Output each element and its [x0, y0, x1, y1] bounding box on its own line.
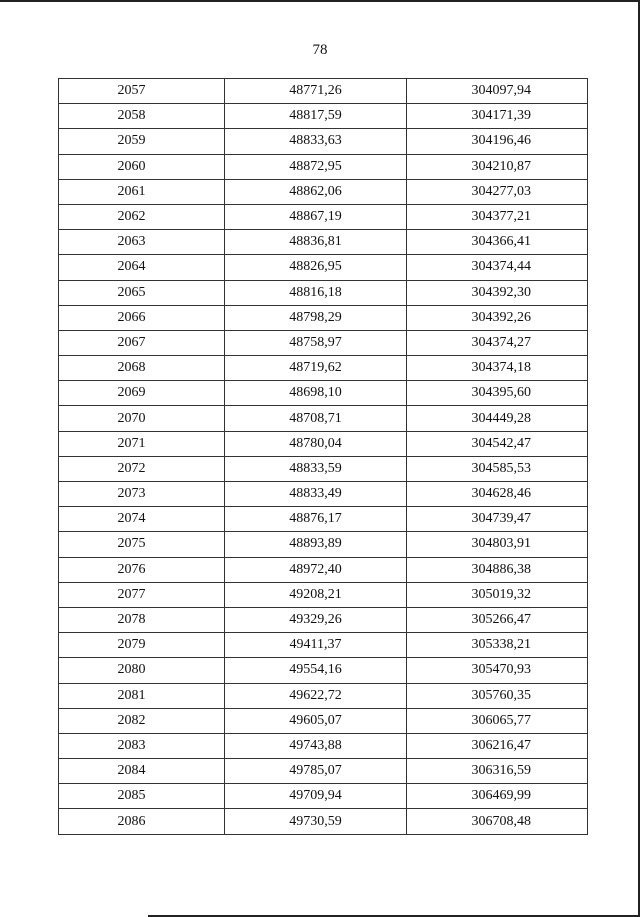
y-coordinate-cell: 304097,94	[407, 79, 588, 104]
y-coordinate-cell: 304585,53	[407, 456, 588, 481]
point-number-cell: 2067	[59, 330, 225, 355]
y-coordinate-cell: 306316,59	[407, 759, 588, 784]
point-number-cell: 2073	[59, 482, 225, 507]
point-number-cell: 2076	[59, 557, 225, 582]
table-row	[59, 733, 588, 758]
y-coordinate-cell: 304374,27	[407, 330, 588, 355]
x-coordinate-cell: 48780,04	[225, 431, 407, 456]
x-coordinate-cell: 49605,07	[225, 708, 407, 733]
table-row	[59, 658, 588, 683]
x-coordinate-cell: 49709,94	[225, 784, 407, 809]
table-row	[59, 708, 588, 733]
table-row	[59, 456, 588, 481]
y-coordinate-cell: 304196,46	[407, 129, 588, 154]
y-coordinate-cell: 304374,18	[407, 356, 588, 381]
table-row	[59, 330, 588, 355]
x-coordinate-cell: 49411,37	[225, 633, 407, 658]
x-coordinate-cell: 48872,95	[225, 154, 407, 179]
x-coordinate-cell: 49329,26	[225, 607, 407, 632]
x-coordinate-cell: 49785,07	[225, 759, 407, 784]
x-coordinate-cell: 48972,40	[225, 557, 407, 582]
table-row	[59, 759, 588, 784]
point-number-cell: 2083	[59, 733, 225, 758]
x-coordinate-cell: 48876,17	[225, 507, 407, 532]
y-coordinate-cell: 305470,93	[407, 658, 588, 683]
coordinates-table-body	[59, 79, 588, 835]
y-coordinate-cell: 304210,87	[407, 154, 588, 179]
x-coordinate-cell: 49554,16	[225, 658, 407, 683]
table-row	[59, 431, 588, 456]
table-row	[59, 557, 588, 582]
point-number-cell: 2063	[59, 230, 225, 255]
x-coordinate-cell: 48817,59	[225, 104, 407, 129]
y-coordinate-cell: 305338,21	[407, 633, 588, 658]
point-number-cell: 2058	[59, 104, 225, 129]
y-coordinate-cell: 304171,39	[407, 104, 588, 129]
coordinates-table	[58, 78, 588, 835]
point-number-cell: 2064	[59, 255, 225, 280]
y-coordinate-cell: 304374,44	[407, 255, 588, 280]
y-coordinate-cell: 305266,47	[407, 607, 588, 632]
table-row	[59, 809, 588, 834]
x-coordinate-cell: 48826,95	[225, 255, 407, 280]
x-coordinate-cell: 48719,62	[225, 356, 407, 381]
point-number-cell: 2080	[59, 658, 225, 683]
table-row	[59, 230, 588, 255]
table-row	[59, 356, 588, 381]
point-number-cell: 2086	[59, 809, 225, 834]
table-row	[59, 255, 588, 280]
y-coordinate-cell: 304392,30	[407, 280, 588, 305]
x-coordinate-cell: 48833,63	[225, 129, 407, 154]
table-row	[59, 683, 588, 708]
x-coordinate-cell: 48771,26	[225, 79, 407, 104]
point-number-cell: 2072	[59, 456, 225, 481]
point-number-cell: 2079	[59, 633, 225, 658]
y-coordinate-cell: 304739,47	[407, 507, 588, 532]
table-row	[59, 532, 588, 557]
x-coordinate-cell: 49208,21	[225, 582, 407, 607]
x-coordinate-cell: 48833,59	[225, 456, 407, 481]
point-number-cell: 2057	[59, 79, 225, 104]
y-coordinate-cell: 306708,48	[407, 809, 588, 834]
y-coordinate-cell: 305019,32	[407, 582, 588, 607]
point-number-cell: 2082	[59, 708, 225, 733]
x-coordinate-cell: 48816,18	[225, 280, 407, 305]
table-row	[59, 507, 588, 532]
table-row	[59, 154, 588, 179]
table-row	[59, 305, 588, 330]
y-coordinate-cell: 304542,47	[407, 431, 588, 456]
point-number-cell: 2065	[59, 280, 225, 305]
y-coordinate-cell: 306216,47	[407, 733, 588, 758]
x-coordinate-cell: 48758,97	[225, 330, 407, 355]
x-coordinate-cell: 49622,72	[225, 683, 407, 708]
table-row	[59, 784, 588, 809]
point-number-cell: 2085	[59, 784, 225, 809]
point-number-cell: 2074	[59, 507, 225, 532]
point-number-cell: 2075	[59, 532, 225, 557]
point-number-cell: 2081	[59, 683, 225, 708]
table-row	[59, 204, 588, 229]
table-row	[59, 129, 588, 154]
x-coordinate-cell: 48698,10	[225, 381, 407, 406]
table-row	[59, 179, 588, 204]
x-coordinate-cell: 49730,59	[225, 809, 407, 834]
y-coordinate-cell: 304886,38	[407, 557, 588, 582]
x-coordinate-cell: 48836,81	[225, 230, 407, 255]
point-number-cell: 2068	[59, 356, 225, 381]
table-row	[59, 607, 588, 632]
point-number-cell: 2084	[59, 759, 225, 784]
y-coordinate-cell: 304449,28	[407, 406, 588, 431]
point-number-cell: 2059	[59, 129, 225, 154]
x-coordinate-cell: 48867,19	[225, 204, 407, 229]
y-coordinate-cell: 304366,41	[407, 230, 588, 255]
point-number-cell: 2077	[59, 582, 225, 607]
y-coordinate-cell: 304392,26	[407, 305, 588, 330]
x-coordinate-cell: 48798,29	[225, 305, 407, 330]
table-row	[59, 406, 588, 431]
table-row	[59, 482, 588, 507]
table-row	[59, 79, 588, 104]
x-coordinate-cell: 48862,06	[225, 179, 407, 204]
x-coordinate-cell: 48708,71	[225, 406, 407, 431]
y-coordinate-cell: 306065,77	[407, 708, 588, 733]
point-number-cell: 2061	[59, 179, 225, 204]
y-coordinate-cell: 306469,99	[407, 784, 588, 809]
table-row	[59, 280, 588, 305]
x-coordinate-cell: 49743,88	[225, 733, 407, 758]
table-row	[59, 582, 588, 607]
point-number-cell: 2060	[59, 154, 225, 179]
point-number-cell: 2062	[59, 204, 225, 229]
point-number-cell: 2066	[59, 305, 225, 330]
x-coordinate-cell: 48893,89	[225, 532, 407, 557]
table-row	[59, 104, 588, 129]
point-number-cell: 2070	[59, 406, 225, 431]
table-row	[59, 381, 588, 406]
y-coordinate-cell: 304377,21	[407, 204, 588, 229]
y-coordinate-cell: 304277,03	[407, 179, 588, 204]
y-coordinate-cell: 305760,35	[407, 683, 588, 708]
table-row	[59, 633, 588, 658]
y-coordinate-cell: 304628,46	[407, 482, 588, 507]
page-number: 78	[312, 42, 328, 58]
point-number-cell: 2071	[59, 431, 225, 456]
y-coordinate-cell: 304803,91	[407, 532, 588, 557]
point-number-cell: 2078	[59, 607, 225, 632]
y-coordinate-cell: 304395,60	[407, 381, 588, 406]
x-coordinate-cell: 48833,49	[225, 482, 407, 507]
point-number-cell: 2069	[59, 381, 225, 406]
